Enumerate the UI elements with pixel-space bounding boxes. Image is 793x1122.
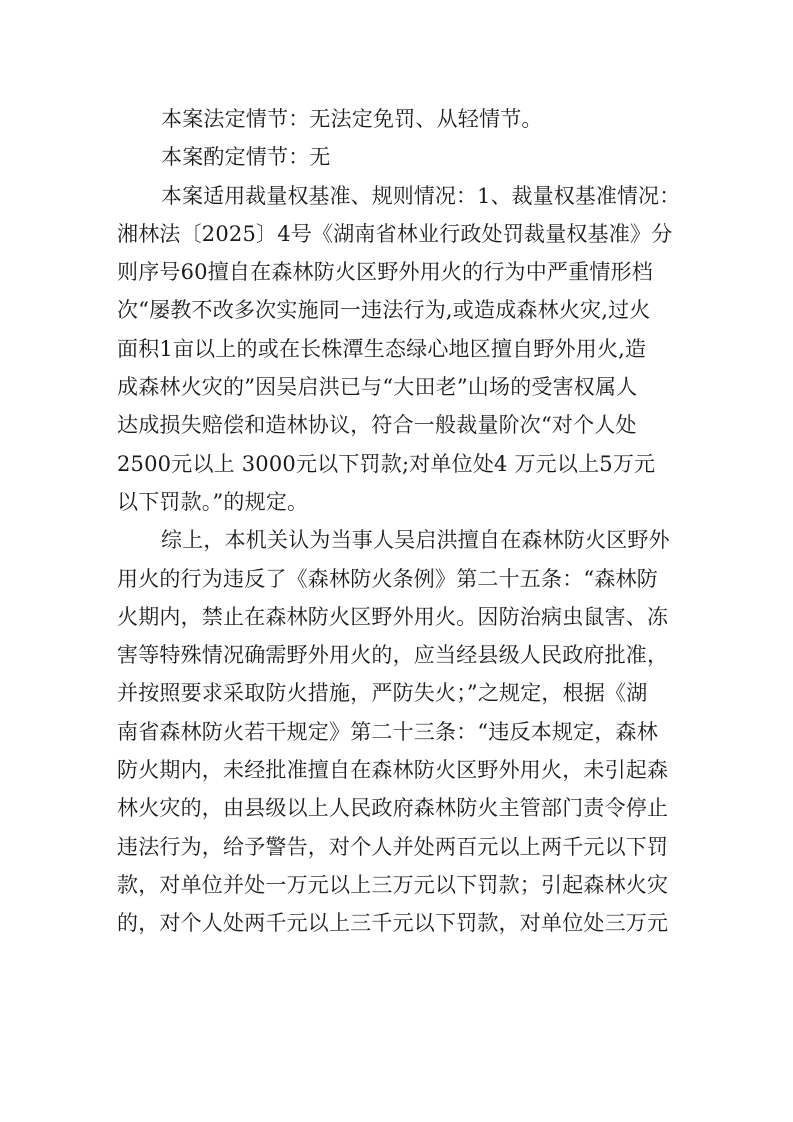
paragraph-conclusion-line: 的，对个人处两千元以上三千元以下罚款，对单位处三万元 [117, 911, 669, 936]
paragraph-discretion-benchmark-line: 次“屡教不改多次实施同一违法行为,或造成森林火灾,过火 [117, 298, 651, 323]
paragraph-statutory-circumstances: 本案法定情节：无法定免罚、从轻情节。 [161, 107, 543, 131]
paragraph-conclusion-line: 违法行为，给予警告，对个人并处两百元以上两千元以下罚 [117, 834, 669, 859]
paragraph-conclusion-line: 并按照要求采取防火措施，严防失火；”之规定，根据《湖 [117, 681, 648, 706]
paragraph-conclusion-line: 防火期内，未经批准擅自在森林防火区野外用火，未引起森 [117, 758, 669, 783]
paragraph-discretion-benchmark-line: 湘林法〔2025〕4号《湖南省林业行政处罚裁量权基准》分 [117, 221, 673, 246]
paragraph-discretionary-circumstances: 本案酌定情节：无 [161, 145, 331, 170]
paragraph-discretion-benchmark-line: 成森林火灾的”因吴启洪已与“大田老”山场的受害权属人 [117, 375, 638, 400]
paragraph-conclusion-line: 害等特殊情况确需野外用火的，应当经县级人民政府批准， [117, 643, 669, 668]
paragraph-conclusion-line: 南省森林防火若干规定》第二十三条：“违反本规定，森林 [117, 719, 658, 744]
paragraph-discretion-benchmark-line: 以下罚款。”的规定。 [117, 489, 309, 514]
paragraph-conclusion-line: 火期内，禁止在森林防火区野外用火。因防治病虫鼠害、冻 [117, 604, 669, 629]
paragraph-conclusion-line: 林火灾的，由县级以上人民政府森林防火主管部门责令停止 [117, 796, 669, 821]
paragraph-discretion-benchmark-line: 面积1亩以上的或在长株潭生态绿心地区擅自野外用火,造 [117, 336, 647, 361]
paragraph-conclusion-line: 综上，本机关认为当事人吴启洪擅自在森林防火区野外 [161, 528, 670, 553]
paragraph-discretion-benchmark-line: 本案适用裁量权基准、规则情况：1、裁量权基准情况： [161, 183, 681, 208]
document-body [117, 100, 683, 943]
paragraph-conclusion-line: 用火的行为违反了《森林防火条例》第二十五条：“森林防 [117, 566, 658, 591]
paragraph-conclusion-line: 款，对单位并处一万元以上三万元以下罚款；引起森林火灾 [117, 872, 669, 897]
paragraph-discretion-benchmark-line: 则序号60擅自在森林防火区野外用火的行为中严重情形档 [117, 260, 653, 285]
paragraph-discretion-benchmark-line: 达成损失赔偿和造林协议，符合一般裁量阶次“对个人处 [117, 413, 637, 438]
paragraph-discretion-benchmark-line: 2500元以上 3000元以下罚款;对单位处4 万元以上5万元 [117, 451, 656, 476]
